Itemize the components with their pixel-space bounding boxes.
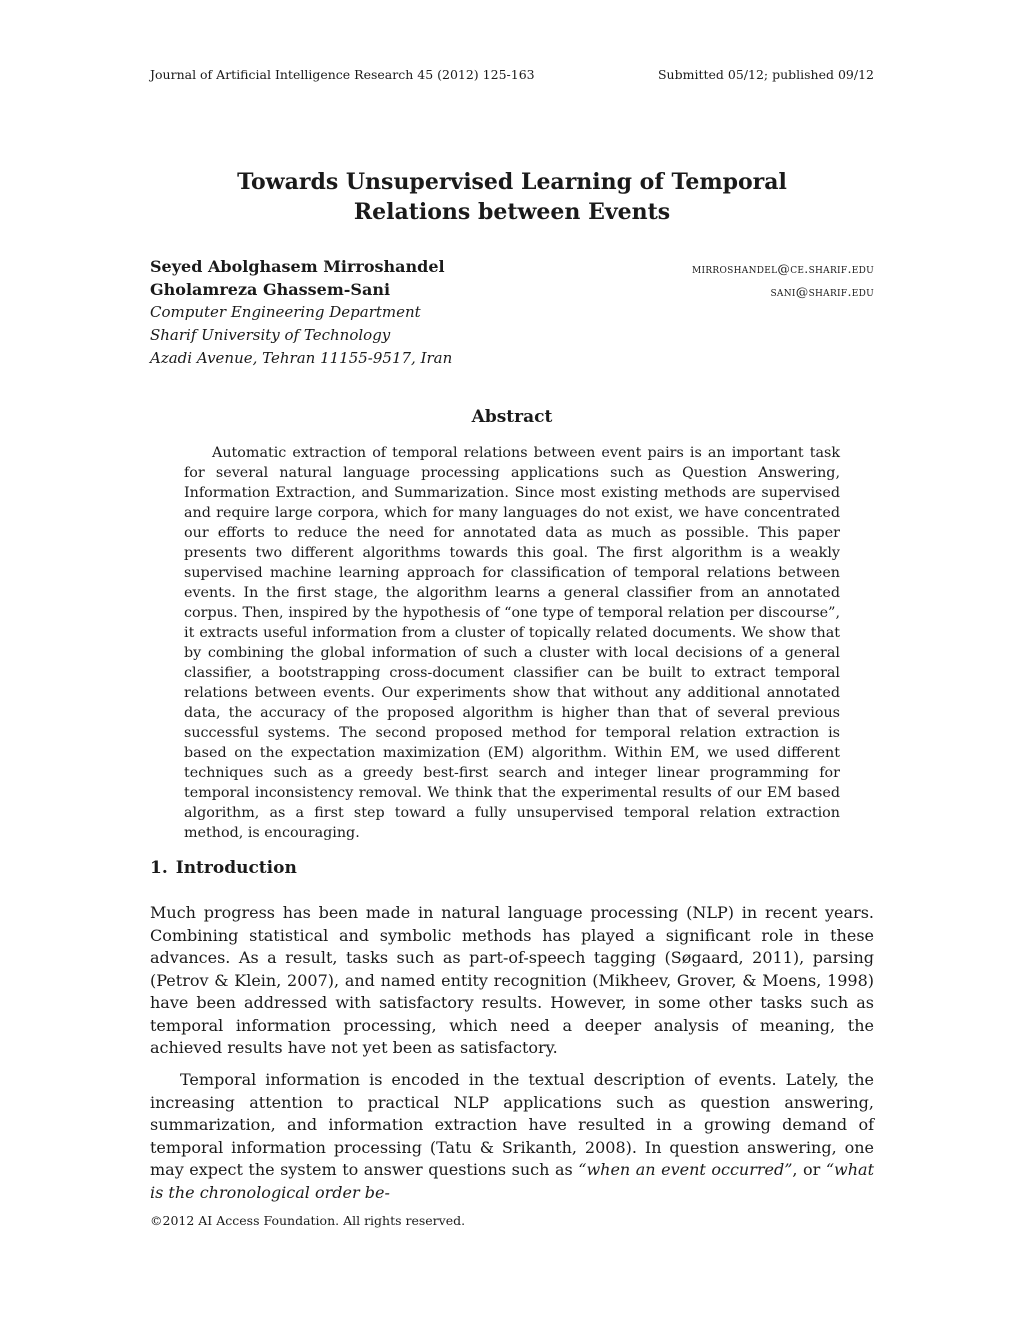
intro-paragraph-2	[150, 1069, 874, 1204]
journal-header: Journal of Artificial Intelligence Research 45 (2012) 125-163	[150, 67, 535, 82]
author-name-1: Seyed Abolghasem Mirroshandel	[150, 257, 445, 276]
abstract-heading: Abstract	[471, 407, 553, 427]
intro-paragraph-2-text: Temporal information is encoded in the textual description of events. Lately, the increasing attention to practical NLP applications such as question answering, summarization, and information extraction have resulted in a growing demand of temporal information processing (Tatu & Srikanth, 2008). In question answering, one may expect the system to answer questions such as	[150, 1070, 874, 1179]
quote-chronological-order: “what is the chronological order be-	[150, 1160, 875, 1202]
section-heading-introduction	[150, 858, 297, 878]
abstract-text: Automatic extraction of temporal relations between event pairs is an important task for several natural language processing applications such as Question Answering, Information Extraction, and Summarization. Since most existing methods are supervised and require large corpora, which for many languages do not exist, we have concentrated our efforts to reduce the need for annotated data as much as possible. This paper presents two different algorithms towards this goal. The first algorithm is a weakly supervised machine learning approach for classification of temporal relations between events. In the first stage, the algorithm learns a general classifier from an annotated corpus. Then, inspired by the hypothesis of “one type of temporal relation per discourse”, it extracts useful information from a cluster of topically related documents. We show that by combining the global information of such a cluster with local decisions of a general classifier, a bootstrapping cross-document classifier can be built to extract temporal relations between events. Our experiments show that without any additional annotated data, the accuracy of the proposed algorithm is higher than that of several previous successful systems. The second proposed method for temporal relation extraction is based on the expectation maximization (EM) algorithm. Within EM, we used different techniques such as a greedy best-first search and integer linear programming for temporal inconsistency removal. We think that the experimental results of our EM based algorithm, as a first step toward a fully unsupervised temporal relation extraction method, is encouraging.	[184, 445, 840, 841]
affiliation-university: Sharif University of Technology	[150, 326, 391, 344]
copyright-footer: ©2012 AI Access Foundation. All rights reserved.	[150, 1213, 466, 1228]
title-line-1: Towards Unsupervised Learning of Temporal	[237, 169, 787, 195]
intro-paragraph-2-connector: , or	[792, 1160, 826, 1179]
section-title: Introduction	[175, 858, 297, 878]
affiliation-department: Computer Engineering Department	[150, 303, 421, 321]
affiliation-address: Azadi Avenue, Tehran 11155-9517, Iran	[150, 349, 453, 367]
author-email-2[interactable]: sani@sharif.edu	[770, 284, 874, 299]
author-name-2: Gholamreza Ghassem-Sani	[150, 280, 391, 299]
title-line-2: Relations between Events	[353, 199, 671, 225]
quote-when-event-occurred: “when an event occurred”	[578, 1160, 793, 1179]
paper-title	[150, 167, 874, 227]
intro-paragraph-1: Much progress has been made in natural language processing (NLP) in recent years. Combining statistical and symbolic methods has played a significant role in these advances. As a result, tasks such as part-of-speech tagging (Søgaard, 2011), parsing (Petrov & Klein, 2007), and named entity recognition (Mikheev, Grover, & Moens, 1998) have been addressed with satisfactory results. However, in some other tasks such as temporal information processing, which need a deeper analysis of meaning, the achieved results have not yet been as satisfactory.	[150, 903, 874, 1057]
submission-dates: Submitted 05/12; published 09/12	[657, 67, 874, 82]
author-email-1[interactable]: mirroshandel@ce.sharif.edu	[691, 261, 874, 276]
section-number: 1.	[150, 858, 168, 878]
